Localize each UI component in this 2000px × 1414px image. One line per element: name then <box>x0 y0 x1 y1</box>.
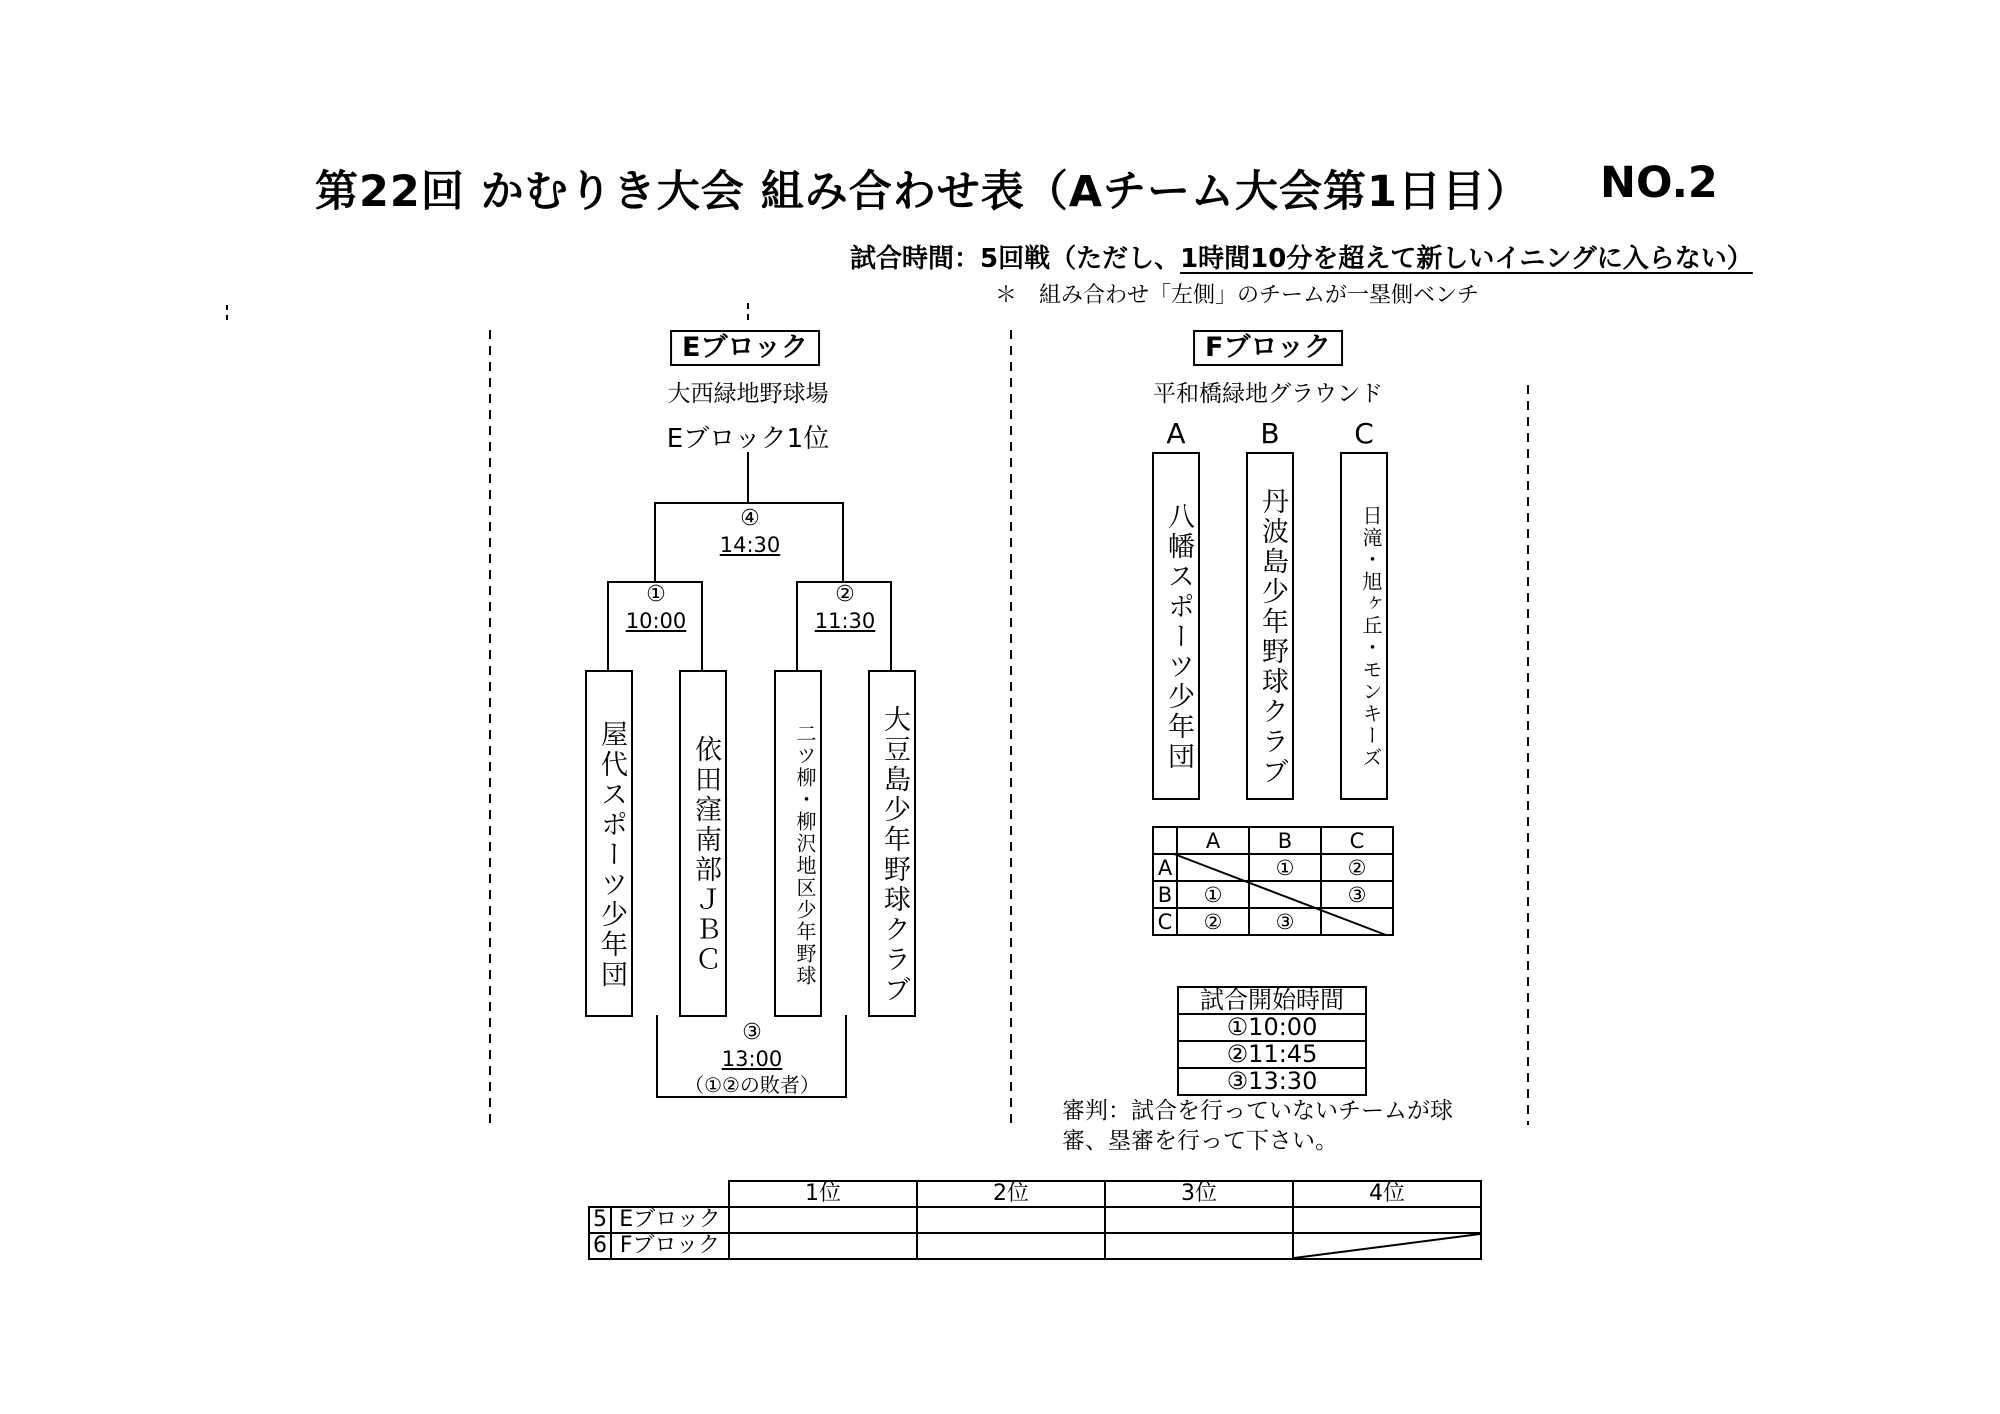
results-cell <box>729 1207 917 1233</box>
results-header: 3位 <box>1105 1181 1293 1207</box>
round-robin-header: C <box>1321 827 1393 854</box>
results-table <box>588 1180 1482 1260</box>
round-robin-cell <box>1321 908 1393 935</box>
e-block-title: Eブロック <box>670 330 820 366</box>
e-team-4: 大豆島少年野球クラブ <box>868 670 916 1017</box>
round-robin-cell <box>1249 881 1321 908</box>
f-column-a: A <box>1166 417 1186 450</box>
round-robin-row-label: A <box>1153 854 1177 881</box>
results-cell <box>917 1233 1105 1259</box>
round-robin-cell: ① <box>1177 881 1249 908</box>
results-cell <box>1105 1233 1293 1259</box>
start-times-title: 試合開始時間 <box>1178 987 1366 1014</box>
round-robin-cell: ③ <box>1321 881 1393 908</box>
results-cell <box>917 1207 1105 1233</box>
results-row <box>589 1207 1481 1233</box>
round-robin-header: B <box>1249 827 1321 854</box>
results-row-label: Eブロック <box>611 1207 729 1233</box>
e-match-2 <box>815 582 876 634</box>
e-team-2: 依田窪南部ＪＢＣ <box>679 670 727 1017</box>
e-team-3: 二ツ柳・柳沢地区少年野球 <box>774 670 822 1017</box>
round-robin-cell: ① <box>1249 854 1321 881</box>
round-robin-corner <box>1153 827 1177 854</box>
e-team-1: 屋代スポーツ少年団 <box>585 670 633 1017</box>
e-match-1 <box>626 582 687 634</box>
round-robin-cell: ② <box>1177 908 1249 935</box>
round-robin-cell <box>1177 854 1249 881</box>
document-number: NO.2 <box>1600 158 1718 208</box>
results-header: 1位 <box>729 1181 917 1207</box>
page-title: 第22回 かむりき大会 組み合わせ表（Aチーム大会第1日目） <box>315 167 1530 217</box>
round-robin-header: A <box>1177 827 1249 854</box>
results-header: 2位 <box>917 1181 1105 1207</box>
results-row-number: 6 <box>589 1233 611 1259</box>
round-robin-table <box>1152 826 1394 936</box>
match-time: 13:00 <box>721 1047 783 1071</box>
round-robin-row-label: C <box>1153 908 1177 935</box>
match-note: （①②の敗者） <box>684 1073 820 1097</box>
f-block-title: Fブロック <box>1193 330 1343 366</box>
results-cell-struck <box>1293 1233 1481 1259</box>
round-robin-cell: ③ <box>1249 908 1321 935</box>
round-robin-row <box>1153 908 1393 935</box>
game-time-rule-prefix: 試合時間：5回戦（ただし、 <box>850 244 1181 274</box>
e-match-final <box>720 506 781 558</box>
results-header: 4位 <box>1293 1181 1481 1207</box>
match-number: ④ <box>740 506 760 531</box>
results-header-row <box>589 1181 1481 1207</box>
round-robin-header-row <box>1153 827 1393 854</box>
f-team-b: 丹波島少年野球クラブ <box>1246 452 1294 800</box>
e-match-3 <box>684 1020 820 1098</box>
round-robin-row <box>1153 854 1393 881</box>
match-time: 14:30 <box>719 533 781 557</box>
f-column-c: C <box>1354 417 1374 450</box>
results-row-number: 5 <box>589 1207 611 1233</box>
round-robin-row-label: B <box>1153 881 1177 908</box>
umpire-note: 審判：試合を行っていないチームが球審、塁審を行って下さい。 <box>1062 1098 1453 1154</box>
round-robin-cell: ② <box>1321 854 1393 881</box>
match-number: ② <box>835 582 855 607</box>
match-number: ① <box>646 582 666 607</box>
start-time-item: ③13:30 <box>1178 1068 1366 1095</box>
start-times-table <box>1177 986 1367 1096</box>
results-row-label: Fブロック <box>611 1233 729 1259</box>
start-time-item: ①10:00 <box>1178 1014 1366 1041</box>
e-block-winner-label: Eブロック1位 <box>666 424 830 454</box>
match-time: 11:30 <box>814 609 876 633</box>
f-team-a: 八幡スポーツ少年団 <box>1152 452 1200 800</box>
e-block-venue: 大西緑地野球場 <box>667 381 829 407</box>
results-row <box>589 1233 1481 1259</box>
bench-note: ＊ 組み合わせ「左側」のチームが一塁側ベンチ <box>995 283 1480 308</box>
match-number: ③ <box>742 1020 762 1045</box>
f-team-c: 日滝・旭ヶ丘・モンキーズ <box>1340 452 1388 800</box>
results-cell <box>1105 1207 1293 1233</box>
game-time-rule-underlined: 1時間10分を超えて新しいイニングに入らない） <box>1180 244 1753 274</box>
match-time: 10:00 <box>625 609 687 633</box>
start-time-item: ②11:45 <box>1178 1041 1366 1068</box>
results-cell <box>1293 1207 1481 1233</box>
f-column-b: B <box>1260 417 1280 450</box>
results-corner <box>589 1181 729 1207</box>
strike-diagonal <box>1294 1234 1480 1258</box>
round-robin-row <box>1153 881 1393 908</box>
f-block-venue: 平和橋緑地グラウンド <box>1153 381 1383 407</box>
results-cell <box>729 1233 917 1259</box>
